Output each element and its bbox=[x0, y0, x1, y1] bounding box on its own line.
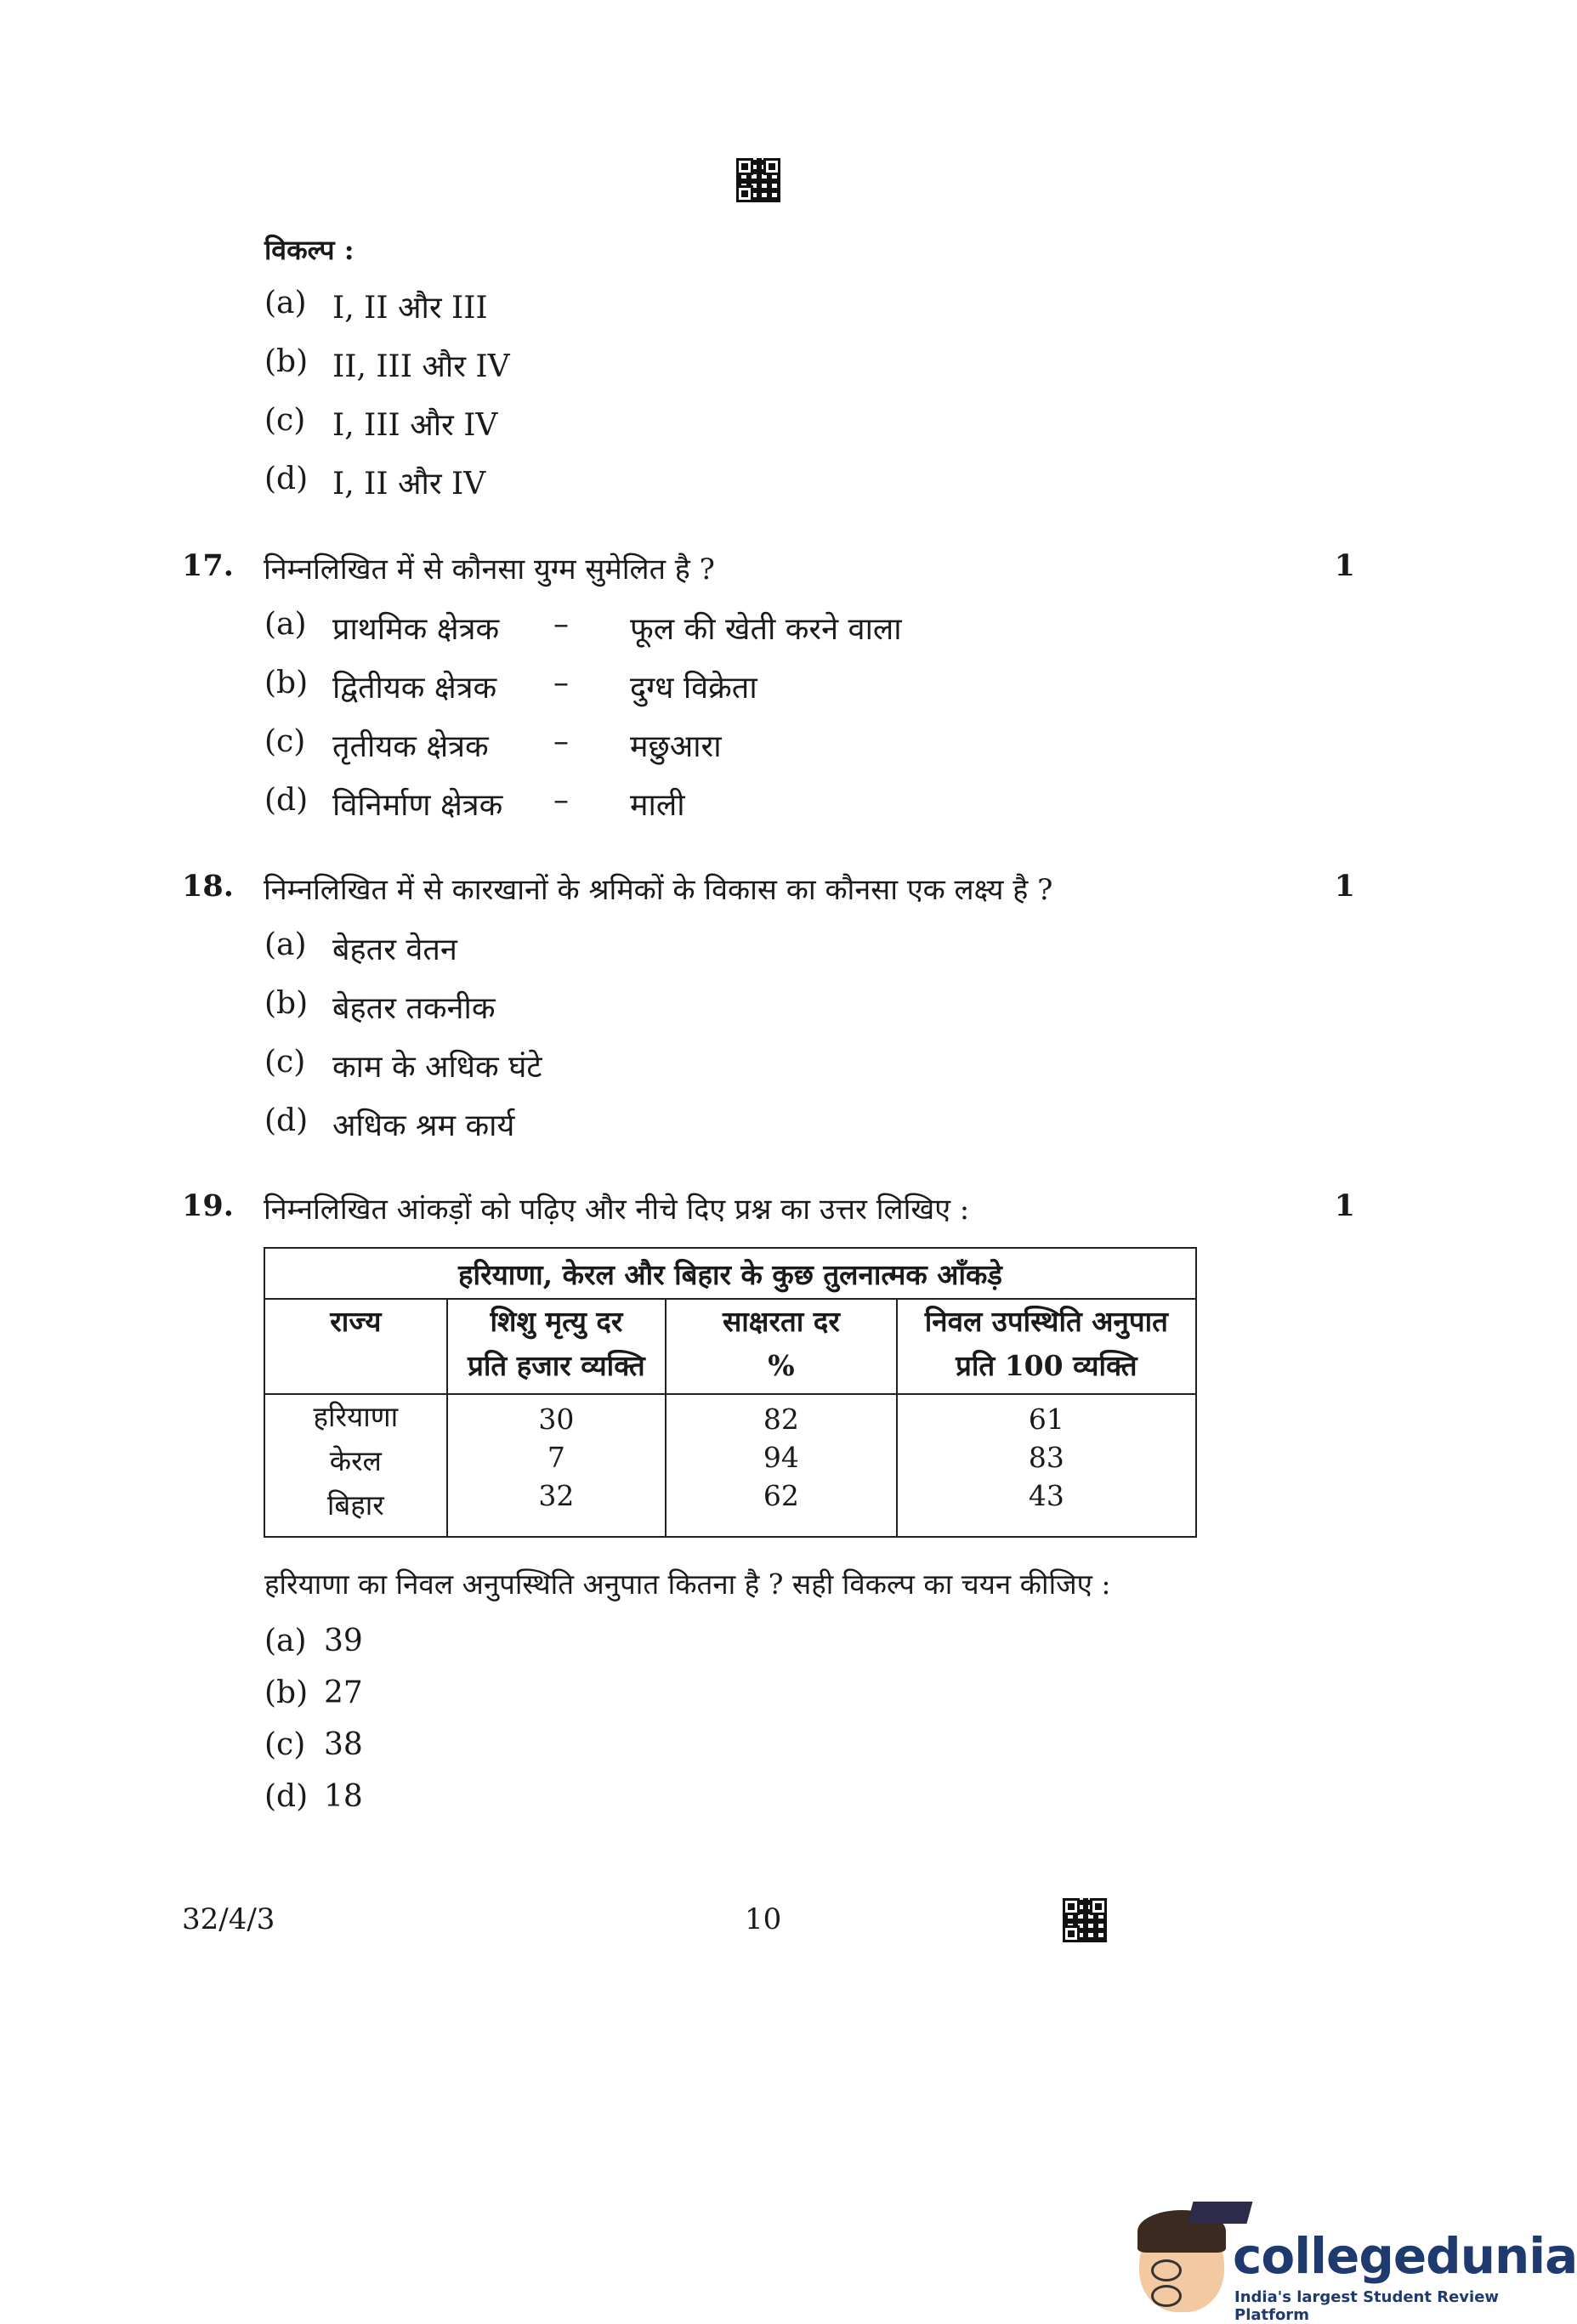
option-text: बेहतर वेतन bbox=[332, 932, 457, 967]
option-label: (c) bbox=[264, 403, 306, 438]
option-text: I, II और IV bbox=[332, 467, 486, 502]
attendance-column bbox=[897, 1394, 1196, 1537]
q16-option-b bbox=[264, 344, 510, 386]
q17-option-b bbox=[264, 666, 1030, 707]
q16-option-a bbox=[264, 286, 488, 327]
question-marks: 1 bbox=[1334, 548, 1355, 583]
literacy-column bbox=[666, 1394, 897, 1537]
header-infant-mortality bbox=[447, 1299, 666, 1394]
q19-option-b bbox=[264, 1675, 363, 1710]
q16-option-d bbox=[264, 462, 485, 503]
option-label: (b) bbox=[264, 666, 309, 700]
table-cell: 61 bbox=[1028, 1403, 1064, 1436]
header-line: राज्य bbox=[330, 1305, 382, 1338]
header-state bbox=[264, 1299, 447, 1394]
table-cell: 83 bbox=[1028, 1441, 1064, 1474]
option-label: (c) bbox=[264, 1727, 306, 1762]
q18-option-d bbox=[264, 1103, 514, 1145]
table-cell: केरल bbox=[329, 1444, 382, 1477]
option-right: फूल की खेती करने वाला bbox=[630, 612, 902, 647]
option-text: बेहतर तकनीक bbox=[332, 991, 496, 1026]
table-title: हरियाणा, केरल और बिहार के कुछ तुलनात्मक आँकड़े bbox=[264, 1248, 1196, 1299]
header-attendance bbox=[897, 1299, 1196, 1394]
q17-option-d bbox=[264, 783, 1030, 825]
option-right: मछुआरा bbox=[630, 729, 722, 764]
question-text: निम्नलिखित आंकड़ों को पढ़िए और नीचे दिए प्रश्न का उत्तर लिखिए : bbox=[264, 1193, 970, 1227]
header-line: प्रति हजार व्यक्ति bbox=[468, 1349, 645, 1382]
glasses-icon bbox=[1151, 2259, 1217, 2278]
option-label: (d) bbox=[264, 783, 309, 818]
table-cell: 7 bbox=[547, 1441, 565, 1474]
header-line: शिशु मृत्यु दर bbox=[490, 1305, 623, 1338]
question-marks: 1 bbox=[1334, 1188, 1355, 1223]
option-label: (c) bbox=[264, 1045, 306, 1080]
option-dash: – bbox=[553, 724, 569, 759]
table-body-row bbox=[264, 1394, 1196, 1537]
q18-option-b bbox=[264, 986, 495, 1028]
paper-code: 32/4/3 bbox=[182, 1902, 275, 1936]
q17-option-a bbox=[264, 607, 1030, 649]
option-label: (b) bbox=[264, 986, 309, 1021]
header-literacy bbox=[666, 1299, 897, 1394]
q18-option-a bbox=[264, 927, 457, 969]
q19-option-a bbox=[264, 1624, 363, 1658]
question-number: 18. bbox=[182, 869, 234, 904]
option-text: 38 bbox=[324, 1727, 363, 1762]
header-line: % bbox=[768, 1349, 795, 1382]
table-cell: 82 bbox=[763, 1403, 799, 1436]
q19-option-d bbox=[264, 1779, 363, 1814]
table-cell: 94 bbox=[763, 1441, 799, 1474]
q16-option-c bbox=[264, 403, 497, 445]
option-text: अधिक श्रम कार्य bbox=[332, 1108, 515, 1143]
table-cell: 30 bbox=[538, 1403, 575, 1436]
question-number: 19. bbox=[182, 1188, 234, 1223]
option-label: (b) bbox=[264, 344, 309, 379]
question-number: 17. bbox=[182, 548, 234, 583]
question-marks: 1 bbox=[1334, 869, 1355, 904]
option-left: प्राथमिक क्षेत्रक bbox=[332, 612, 500, 647]
option-text: 39 bbox=[324, 1624, 363, 1658]
option-label: (a) bbox=[264, 927, 307, 962]
table-header-row bbox=[264, 1299, 1196, 1394]
option-label: (d) bbox=[264, 1103, 309, 1138]
option-text: काम के अधिक घंटे bbox=[332, 1050, 542, 1085]
option-text: I, III और IV bbox=[332, 408, 498, 443]
table-cell: हरियाणा bbox=[313, 1400, 399, 1433]
option-text: II, III और IV bbox=[332, 349, 510, 384]
option-left: विनिर्माण क्षेत्रक bbox=[332, 788, 503, 823]
header-line: प्रति 100 व्यक्ति bbox=[956, 1349, 1137, 1382]
option-text: I, II और III bbox=[332, 291, 488, 326]
state-column bbox=[264, 1394, 447, 1537]
question-18 bbox=[182, 869, 1355, 908]
logo-tagline: India's largest Student Review Platform bbox=[1234, 2288, 1500, 2324]
option-text: 27 bbox=[324, 1675, 363, 1710]
option-dash: – bbox=[553, 783, 569, 818]
question-17 bbox=[182, 548, 1355, 587]
qr-code-icon bbox=[1063, 1898, 1107, 1942]
option-label: (a) bbox=[264, 286, 307, 320]
question-text: निम्नलिखित में से कारखानों के श्रमिकों के विकास का कौनसा एक लक्ष्य है ? bbox=[264, 873, 1053, 907]
graduation-cap-icon bbox=[1188, 2202, 1253, 2224]
option-text: 18 bbox=[324, 1779, 363, 1814]
comparison-table bbox=[264, 1247, 1197, 1538]
option-label: (a) bbox=[264, 1624, 307, 1658]
option-label: (d) bbox=[264, 462, 309, 496]
option-right: दुग्ध विक्रेता bbox=[630, 671, 757, 706]
qr-code-icon bbox=[736, 158, 780, 202]
sub-question: हरियाणा का निवल अनुपस्थिति अनुपात कितना है ? सही विकल्प का चयन कीजिए : bbox=[264, 1567, 1111, 1601]
option-label: (a) bbox=[264, 607, 307, 642]
option-label: (b) bbox=[264, 1675, 309, 1710]
option-left: द्वितीयक क्षेत्रक bbox=[332, 671, 497, 706]
collegedunia-logo bbox=[1131, 2193, 1577, 2324]
header-line: निवल उपस्थिति अनुपात bbox=[924, 1305, 1168, 1338]
question-text: निम्नलिखित में से कौनसा युग्म सुमेलित है ? bbox=[264, 553, 715, 587]
option-label: (d) bbox=[264, 1779, 309, 1814]
question-19 bbox=[182, 1188, 1355, 1227]
logo-brand-text: collegedunia bbox=[1233, 2227, 1577, 2285]
option-dash: – bbox=[553, 607, 569, 642]
table-cell: 43 bbox=[1028, 1479, 1064, 1512]
option-left: तृतीयक क्षेत्रक bbox=[332, 729, 489, 764]
imr-column bbox=[447, 1394, 666, 1537]
q18-option-c bbox=[264, 1045, 542, 1086]
header-line: साक्षरता दर bbox=[722, 1305, 840, 1338]
option-label: (c) bbox=[264, 724, 306, 759]
options-label: विकल्प : bbox=[264, 234, 355, 266]
table-cell: 62 bbox=[763, 1479, 799, 1512]
q17-option-c bbox=[264, 724, 1030, 766]
option-dash: – bbox=[553, 666, 569, 700]
table-cell: बिहार bbox=[326, 1488, 384, 1522]
table-cell: 32 bbox=[538, 1479, 575, 1512]
option-right: माली bbox=[630, 788, 685, 823]
q19-option-c bbox=[264, 1727, 363, 1762]
page-number: 10 bbox=[745, 1902, 782, 1936]
